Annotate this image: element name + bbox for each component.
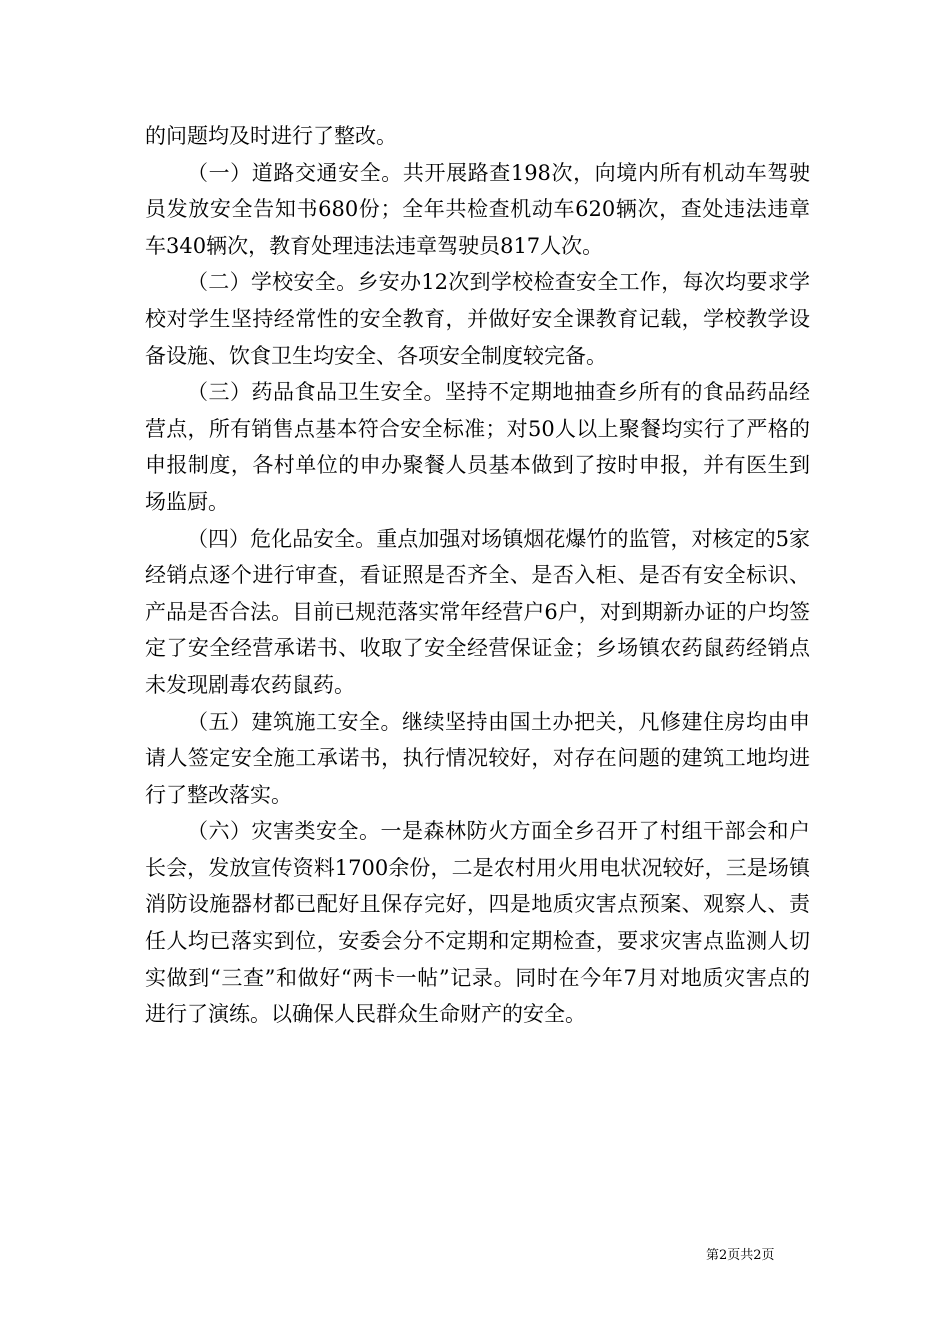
paragraph-continuation: 的问题均及时进行了整改。: [145, 124, 397, 148]
paragraph-school-safety: （二）学校安全。乡安办12次到学校检查安全工作，每次均要求学校对学生坚持经常性的安全教育，并做好安全课教育记载，学校教学设备设施、饮食卫生均安全、各项安全制度较完备。: [145, 270, 810, 368]
paragraph-road-traffic-safety: （一）道路交通安全。共开展路查198次，向境内所有机动车驾驶员发放安全告知书680份；全年共检查机动车620辆次，查处违法违章车340辆次，教育处理违法违章驾驶员817人次。: [145, 160, 810, 258]
paragraph-construction-safety: （五）建筑施工安全。继续坚持由国土办把关，凡修建住房均由申请人签定安全施工承诺书，执行情况较好，对存在问题的建筑工地均进行了整改落实。: [145, 709, 810, 807]
paragraph-hazardous-chemicals-safety: （四）危化品安全。重点加强对场镇烟花爆竹的监管，对核定的5家经销点逐个进行审查，看证照是否齐全、是否入柜、是否有安全标识、产品是否合法。目前已规范落实常年经营户6户，对到期新办证的户均签定了安全经营承诺书、收取了安全经营保证金；乡场镇农药鼠药经销点未发现剧毒农药鼠药。: [145, 526, 810, 697]
page-number-footer: 第2页共2页: [706, 1248, 775, 1263]
paragraph-disaster-safety: （六）灾害类安全。一是森林防火方面全乡召开了村组干部会和户长会，发放宣传资料1700余份，二是农村用火用电状况较好，三是场镇消防设施器材都已配好且保存完好，四是地质灾害点预案、观察人、责任人均已落实到位，安委会分不定期和定期检查，要求灾害点监测人切实做到“三查”和做好“两卡一帖”记录。同时在今年7月对地质灾害点的进行了演练。以确保人民群众生命财产的安全。: [145, 819, 810, 1027]
document-body: [145, 118, 810, 1033]
paragraph-food-drug-safety: （三）药品食品卫生安全。坚持不定期地抽查乡所有的食品药品经营点，所有销售点基本符合安全标准；对50人以上聚餐均实行了严格的申报制度，各村单位的申办聚餐人员基本做到了按时申报，并有医生到场监厨。: [145, 380, 810, 514]
